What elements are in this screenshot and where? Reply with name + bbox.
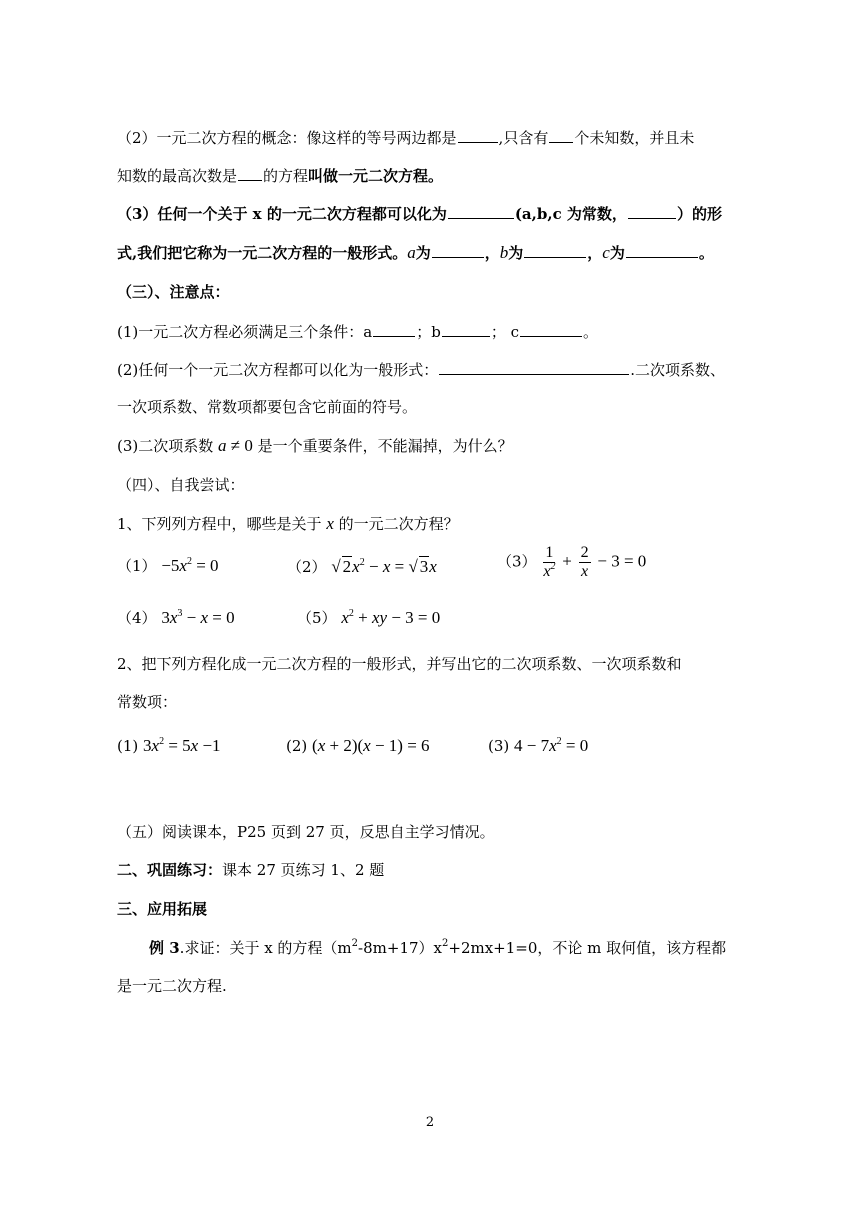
text: 为 xyxy=(609,244,625,262)
exercise-1-prompt xyxy=(117,514,777,534)
equation: $3x^2 = 5x -1$ xyxy=(143,736,221,755)
blank xyxy=(549,127,573,143)
blank xyxy=(238,165,262,181)
item-number: （3） xyxy=(497,552,537,571)
notes-line-2 xyxy=(117,359,777,380)
exercise-1-eq-2 xyxy=(287,556,437,577)
text: 的方程 xyxy=(263,167,309,185)
example-label: 例 3 xyxy=(149,939,180,957)
blank xyxy=(439,359,629,375)
item-number: （1） xyxy=(117,557,157,575)
section-heading-notes: （三）、注意点： xyxy=(117,283,230,301)
blank xyxy=(442,321,490,337)
exercise-2-prompt: 2、把下列方程化成一元二次方程的一般形式，并写出它的二次项系数、一次项系数和 xyxy=(117,655,682,673)
blank xyxy=(520,321,582,337)
item-number: （2） xyxy=(287,558,327,576)
exercise-1-eq-5 xyxy=(297,608,440,628)
text: (3)二次项系数 xyxy=(117,437,214,455)
page-number: 2 xyxy=(425,1115,435,1130)
blank xyxy=(448,203,514,219)
var-a: a xyxy=(407,243,416,262)
text: 叫做一元二次方程。 xyxy=(308,167,444,185)
item-number: （4） xyxy=(117,609,157,627)
text: (2)任何一个一元二次方程都可以化为一般形式： xyxy=(117,361,439,379)
coefficient-condition: a ≠ 0 xyxy=(218,436,253,455)
text: -8m+17）x xyxy=(358,939,442,957)
item-number: (2) xyxy=(286,737,308,755)
general-form-line-2 xyxy=(117,242,777,263)
text: 为 xyxy=(508,244,524,262)
notes-line-3: 一次项系数、常数项都要包含它前面的符号。 xyxy=(117,398,418,416)
blank xyxy=(432,242,484,258)
text: .求证：关于 x 的方程（m xyxy=(179,939,352,957)
var-x: x xyxy=(326,514,334,533)
text: +2mx+1=0，不论 m 取何值，该方程都 xyxy=(448,939,727,957)
exercise-1-eq-4 xyxy=(117,608,235,628)
item-number: (3) xyxy=(488,737,510,755)
text: ； c xyxy=(490,323,519,341)
text: 。 xyxy=(698,244,714,262)
blank xyxy=(458,127,498,143)
section-heading-try: （四）、自我尝试： xyxy=(117,476,245,494)
var-c: c xyxy=(602,243,610,262)
var-b: b xyxy=(499,243,509,262)
text: (1)一元二次方程必须满足三个条件：a xyxy=(117,323,373,341)
example-3-line-1: 例 3.求证：关于 x 的方程$(m^2-8m+17)x^2+2mx+1=0$，不论 m 取何值，该方程都 xyxy=(149,938,727,957)
text: ， xyxy=(484,244,500,262)
text: 个未知数，并且未 xyxy=(574,129,695,147)
exercise-2-prompt-cont: 常数项： xyxy=(117,693,178,711)
text: 的一元二次方程？ xyxy=(338,515,459,533)
text: .二次项系数、 xyxy=(630,361,726,379)
text: ；b xyxy=(416,323,441,341)
text: 课本 27 页练习 1、2 题 xyxy=(222,861,385,879)
text: （3）任何一个关于 x 的一元二次方程都可以化为 xyxy=(117,205,447,223)
item-number: (1) xyxy=(117,737,139,755)
example-3-line-2: 是一元二次方程. xyxy=(117,977,227,995)
notes-line-4 xyxy=(117,436,777,456)
general-form-line-1 xyxy=(117,203,777,224)
exercise-1-eq-3: （3） $\frac{1}{x^2}$ + $\frac{2}{x}$ − 3 = 0 xyxy=(497,544,647,580)
section-heading-extension: 三、应用拓展 xyxy=(117,900,208,918)
blank xyxy=(626,242,698,258)
fraction: $\frac{2}{x}$ xyxy=(580,544,589,580)
practice-line xyxy=(117,860,777,880)
fraction: $\frac{1}{x^2}$ xyxy=(543,544,556,580)
text: ， xyxy=(587,244,603,262)
text: （2）一元二次方程的概念：像这样的等号两边都是 xyxy=(117,129,457,147)
exercise-2-eq-1 xyxy=(117,736,221,756)
text: 1、下列列方程中，哪些是关于 xyxy=(117,515,322,533)
blank xyxy=(524,242,586,258)
text: 式,我们把它称为一元二次方程的一般形式。 xyxy=(117,244,408,262)
section-heading-practice: 二、巩固练习： xyxy=(117,861,223,879)
equation: $3x^3 - x = 0$ xyxy=(161,608,235,627)
equation: $-5x^2 = 0$ xyxy=(161,556,219,575)
exercise-1-eq-1 xyxy=(117,556,219,576)
concept-line-1 xyxy=(117,127,777,148)
item-number: （5） xyxy=(297,609,337,627)
equation: $x^2$ + xy − 3 = 0 xyxy=(341,608,441,627)
concept-line-2 xyxy=(117,165,777,186)
text: 。 xyxy=(582,323,598,341)
text: ,只含有 xyxy=(498,129,549,147)
text: ）的形 xyxy=(676,205,722,223)
text: 为 xyxy=(415,244,431,262)
text: 是一个重要条件，不能漏掉，为什么？ xyxy=(257,437,513,455)
exercise-2-eq-3 xyxy=(488,736,588,756)
equation: (x + 2)(x − 1) = 6 xyxy=(312,736,430,755)
reading-line: （五）阅读课本，P25 页到 27 页，反思自主学习情况。 xyxy=(117,823,495,841)
exercise-2-eq-2 xyxy=(286,736,430,756)
equation: $4 - 7x^2 = 0$ xyxy=(514,736,589,755)
blank xyxy=(373,321,415,337)
text: (a,b,c 为常数， xyxy=(514,205,627,223)
text: 知数的最高次数是 xyxy=(117,167,238,185)
notes-line-1 xyxy=(117,321,777,342)
blank xyxy=(628,203,676,219)
equation: √ $2x^2 - x$ = √ 3x xyxy=(331,557,437,576)
